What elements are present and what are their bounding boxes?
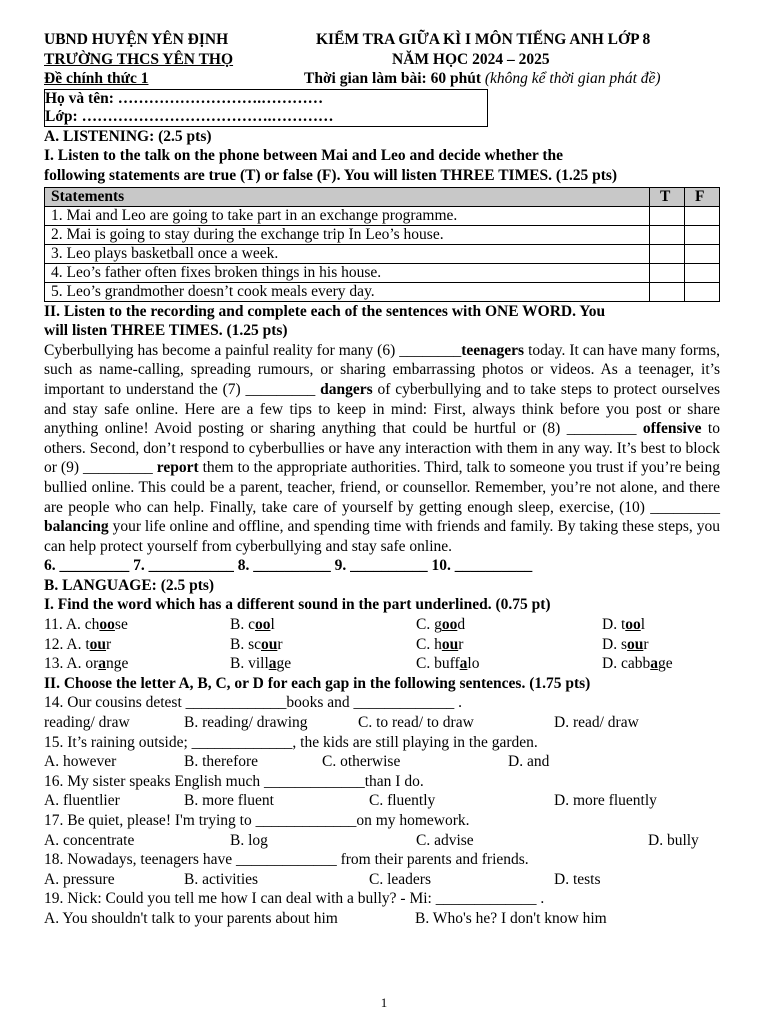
question-stem: 15. It’s raining outside; _____________, the kids are still playing in the garden. (44, 733, 538, 751)
statement-cell: 4. Leo’s father often fixes broken things in his house. (45, 263, 650, 282)
passage-text: Cyberbullying has become a painful reality for many (6) ________ (44, 341, 462, 359)
answer-option[interactable]: C. to read/ to draw (358, 714, 474, 732)
word-part: C. g (416, 616, 442, 634)
listening-part2-line2: will listen THREE TIMES. (1.25 pts) (44, 322, 288, 340)
word-part: 11. A. ch (44, 616, 100, 634)
true-answer-cell[interactable] (650, 282, 685, 301)
time-note: (không kể thời gian phát đề) (484, 70, 661, 88)
answer-option[interactable]: B. log (230, 831, 268, 849)
student-name-field[interactable]: Họ và tên: ……………………….………… (45, 89, 324, 107)
table-row (45, 263, 720, 282)
cyberbullying-passage (44, 341, 720, 557)
header-row-3 (44, 69, 720, 89)
answer-option[interactable]: A. concentrate (44, 831, 135, 849)
options-row (44, 909, 720, 929)
pronunciation-questions (44, 615, 720, 674)
underlined-part: oo (441, 616, 458, 634)
pronunciation-option[interactable] (44, 635, 111, 655)
word-part: C. h (416, 635, 442, 653)
word-part: 12. A. t (44, 635, 90, 653)
answer-option[interactable]: A. You shouldn't talk to your parents about him (44, 909, 338, 927)
pronunciation-option[interactable] (602, 615, 645, 635)
table-row (45, 244, 720, 263)
pronunciation-row (44, 635, 720, 655)
answer-word: offensive (642, 420, 702, 438)
word-part: d (457, 616, 466, 634)
question-stem: 19. Nick: Could you tell me how I can deal with a bully? - Mi: _____________ . (44, 890, 545, 908)
pronunciation-option[interactable] (230, 654, 291, 674)
answer-option[interactable]: B. more fluent (184, 792, 274, 810)
exam-page (44, 30, 720, 929)
time-label: Thời gian làm bài: 60 phút (304, 70, 481, 88)
listening-part1-line1: I. Listen to the talk on the phone between Mai and Leo and decide whether the (44, 147, 563, 165)
page-number: 1 (380, 995, 388, 1010)
answer-option[interactable]: C. leaders (369, 870, 431, 888)
pronunciation-option[interactable] (44, 615, 128, 635)
district-name: UBND HUYỆN YÊN ĐỊNH (44, 31, 229, 48)
underlined-part: a (98, 655, 106, 673)
header-statements: Statements (45, 187, 650, 206)
pronunciation-option[interactable] (416, 635, 463, 655)
table-row (45, 225, 720, 244)
underlined-part: ou (89, 635, 107, 653)
word-part: C. buff (416, 655, 460, 673)
underlined-part: oo (99, 616, 115, 634)
answer-word: teenagers (461, 341, 525, 359)
false-answer-cell[interactable] (685, 244, 720, 263)
answer-option[interactable]: D. and (508, 753, 550, 771)
statement-cell: 2. Mai is going to stay during the exchange trip In Leo’s house. (45, 225, 650, 244)
question-stem: 14. Our cousins detest _____________books and _____________ . (44, 694, 463, 712)
answer-word: balancing (44, 518, 109, 536)
pronunciation-option[interactable] (44, 654, 128, 674)
official-exam-label: Đề chính thức 1 (44, 70, 149, 88)
answer-option[interactable]: D. tests (554, 870, 601, 888)
pronunciation-option[interactable] (602, 635, 649, 655)
answer-option[interactable]: A. pressure (44, 870, 115, 888)
word-part: r (277, 635, 283, 653)
answer-blanks-line[interactable]: 6. _________ 7. ___________ 8. __________ 9. __________ 10. __________ (44, 557, 533, 575)
true-answer-cell[interactable] (650, 244, 685, 263)
options-row (44, 752, 720, 772)
table-row (45, 206, 720, 225)
word-part: r (106, 635, 112, 653)
statement-cell: 3. Leo plays basketball once a week. (45, 244, 650, 263)
header-true: T (650, 187, 685, 206)
pronunciation-title: I. Find the word which has a different sound in the part underlined. (0.75 pt) (44, 596, 551, 614)
time-info (304, 69, 661, 89)
pronunciation-option[interactable] (416, 654, 479, 674)
answer-option[interactable]: A. however (44, 753, 117, 771)
answer-option[interactable]: D. bully (648, 831, 699, 849)
language-title: B. LANGUAGE: (2.5 pts) (44, 576, 215, 594)
answer-option[interactable]: reading/ draw (44, 714, 130, 732)
answer-option[interactable]: C. otherwise (322, 753, 401, 771)
listening-part1-line2: following statements are true (T) or false (F). You will listen THREE TIMES. (1.25 pts) (44, 166, 618, 184)
false-answer-cell[interactable] (685, 263, 720, 282)
word-part: B. c (230, 616, 255, 634)
word-part: 13. A. or (44, 655, 99, 673)
listening-part2-line1: II. Listen to the recording and complete each of the sentences with ONE WORD. You (44, 302, 606, 320)
word-part: l (270, 616, 275, 634)
passage-text: today. It can have many forms, such as name-calling, spreading rumours, or sharing embarrassing photos or videos. As a teenager, it’s important to understand the (7) _________ (44, 341, 720, 398)
word-part: se (114, 616, 128, 634)
underlined-part: oo (625, 616, 641, 634)
student-info-box (44, 89, 488, 127)
underlined-part: a (268, 655, 277, 673)
false-answer-cell[interactable] (685, 225, 720, 244)
word-part: B. vill (230, 655, 269, 673)
answer-word: dangers (320, 380, 373, 398)
answer-option[interactable]: A. fluentlier (44, 792, 120, 810)
word-part: ge (657, 655, 673, 673)
pronunciation-option[interactable] (230, 635, 283, 655)
true-answer-cell[interactable] (650, 206, 685, 225)
options-row (44, 713, 720, 733)
passage-text: them to the appropriate authorities. Third, talk to someone you trust if you’re being bullied online. This could be a parent, teacher, friend, or counsellor. Remember, you’re not alone, and there are people who can help. Finally, take care of yourself by getting enough sleep, exercise, (10) _________ (44, 459, 720, 516)
answer-option[interactable]: C. fluently (369, 792, 436, 810)
passage-text: to others. Second, don’t respond to cyberbullies or have any interaction with them in any way. It’s best to block or (9) _________ (44, 420, 720, 477)
answer-option[interactable]: B. therefore (184, 753, 259, 771)
passage-text: your life online and offline, and spending time with friends and family. By taking these steps, you can help protect yourself from cyberbullying and stay safe online. (44, 518, 720, 555)
pronunciation-option[interactable] (602, 654, 673, 674)
word-part: D. cabb (602, 655, 651, 673)
answer-option[interactable]: C. advise (416, 831, 474, 849)
multiple-choice-questions (44, 693, 720, 928)
true-answer-cell[interactable] (650, 263, 685, 282)
exam-title: KIỂM TRA GIỮA KÌ I MÔN TIẾNG ANH LỚP 8 (316, 31, 651, 48)
listening-title: A. LISTENING: (2.5 pts) (44, 127, 212, 145)
word-part: r (643, 635, 649, 653)
answer-option[interactable]: B. reading/ drawing (184, 714, 308, 732)
options-row (44, 791, 720, 811)
statement-cell: 5. Leo’s grandmother doesn’t cook meals every day. (45, 282, 650, 301)
pronunciation-option[interactable] (230, 615, 275, 635)
header-row-2 (44, 50, 720, 70)
statement-cell: 1. Mai and Leo are going to take part in an exchange programme. (45, 206, 650, 225)
word-part: lo (467, 655, 480, 673)
table-header-row (45, 187, 720, 206)
underlined-part: ou (261, 635, 278, 653)
answer-option[interactable]: B. activities (184, 870, 259, 888)
answer-option[interactable]: D. more fluently (554, 792, 657, 810)
false-answer-cell[interactable] (685, 282, 720, 301)
school-year: NĂM HỌC 2024 – 2025 (392, 50, 550, 68)
statements-table (44, 187, 720, 302)
underlined-part: oo (254, 616, 271, 634)
header-row-1 (44, 30, 720, 50)
underlined-part: a (650, 655, 658, 673)
grammar-title: II. Choose the letter A, B, C, or D for each gap in the following sentences. (1.75 pts) (44, 674, 591, 692)
underlined-part: ou (441, 635, 459, 653)
header-false: F (685, 187, 720, 206)
options-row (44, 870, 720, 890)
pronunciation-row (44, 615, 720, 635)
question-stem: 18. Nowadays, teenagers have _____________ from their parents and friends. (44, 851, 529, 869)
word-part: nge (106, 655, 129, 673)
answer-word: report (156, 459, 199, 477)
answer-option[interactable]: B. Who's he? I don't know him (415, 909, 607, 927)
true-answer-cell[interactable] (650, 225, 685, 244)
question-stem: 16. My sister speaks English much _____________than I do. (44, 772, 424, 790)
table-row (45, 282, 720, 301)
pronunciation-row (44, 654, 720, 674)
word-part: ge (276, 655, 292, 673)
options-row (44, 831, 720, 851)
underlined-part: ou (626, 635, 644, 653)
word-part: D. t (602, 616, 626, 634)
false-answer-cell[interactable] (685, 206, 720, 225)
passage-text: of cyberbullying and to take steps to protect ourselves and stay safe online. Here are a few tips to keep in mind: First, always think before you post or share anything online! Avoid posting or sharing anything that could be hurtful or (8) _________ (44, 380, 721, 438)
word-part: r (458, 635, 464, 653)
question-stem: 17. Be quiet, please! I'm trying to _____________on my homework. (44, 812, 470, 829)
pronunciation-option[interactable] (416, 615, 465, 635)
underlined-part: a (459, 655, 468, 673)
answer-option[interactable]: D. read/ draw (554, 714, 639, 732)
school-name: TRƯỜNG THCS YÊN THỌ (44, 50, 234, 68)
student-class-field[interactable]: Lớp: ……………………………….………… (45, 107, 334, 125)
word-part: l (640, 616, 646, 634)
word-part: B. sc (230, 635, 261, 653)
word-part: D. s (602, 635, 627, 653)
